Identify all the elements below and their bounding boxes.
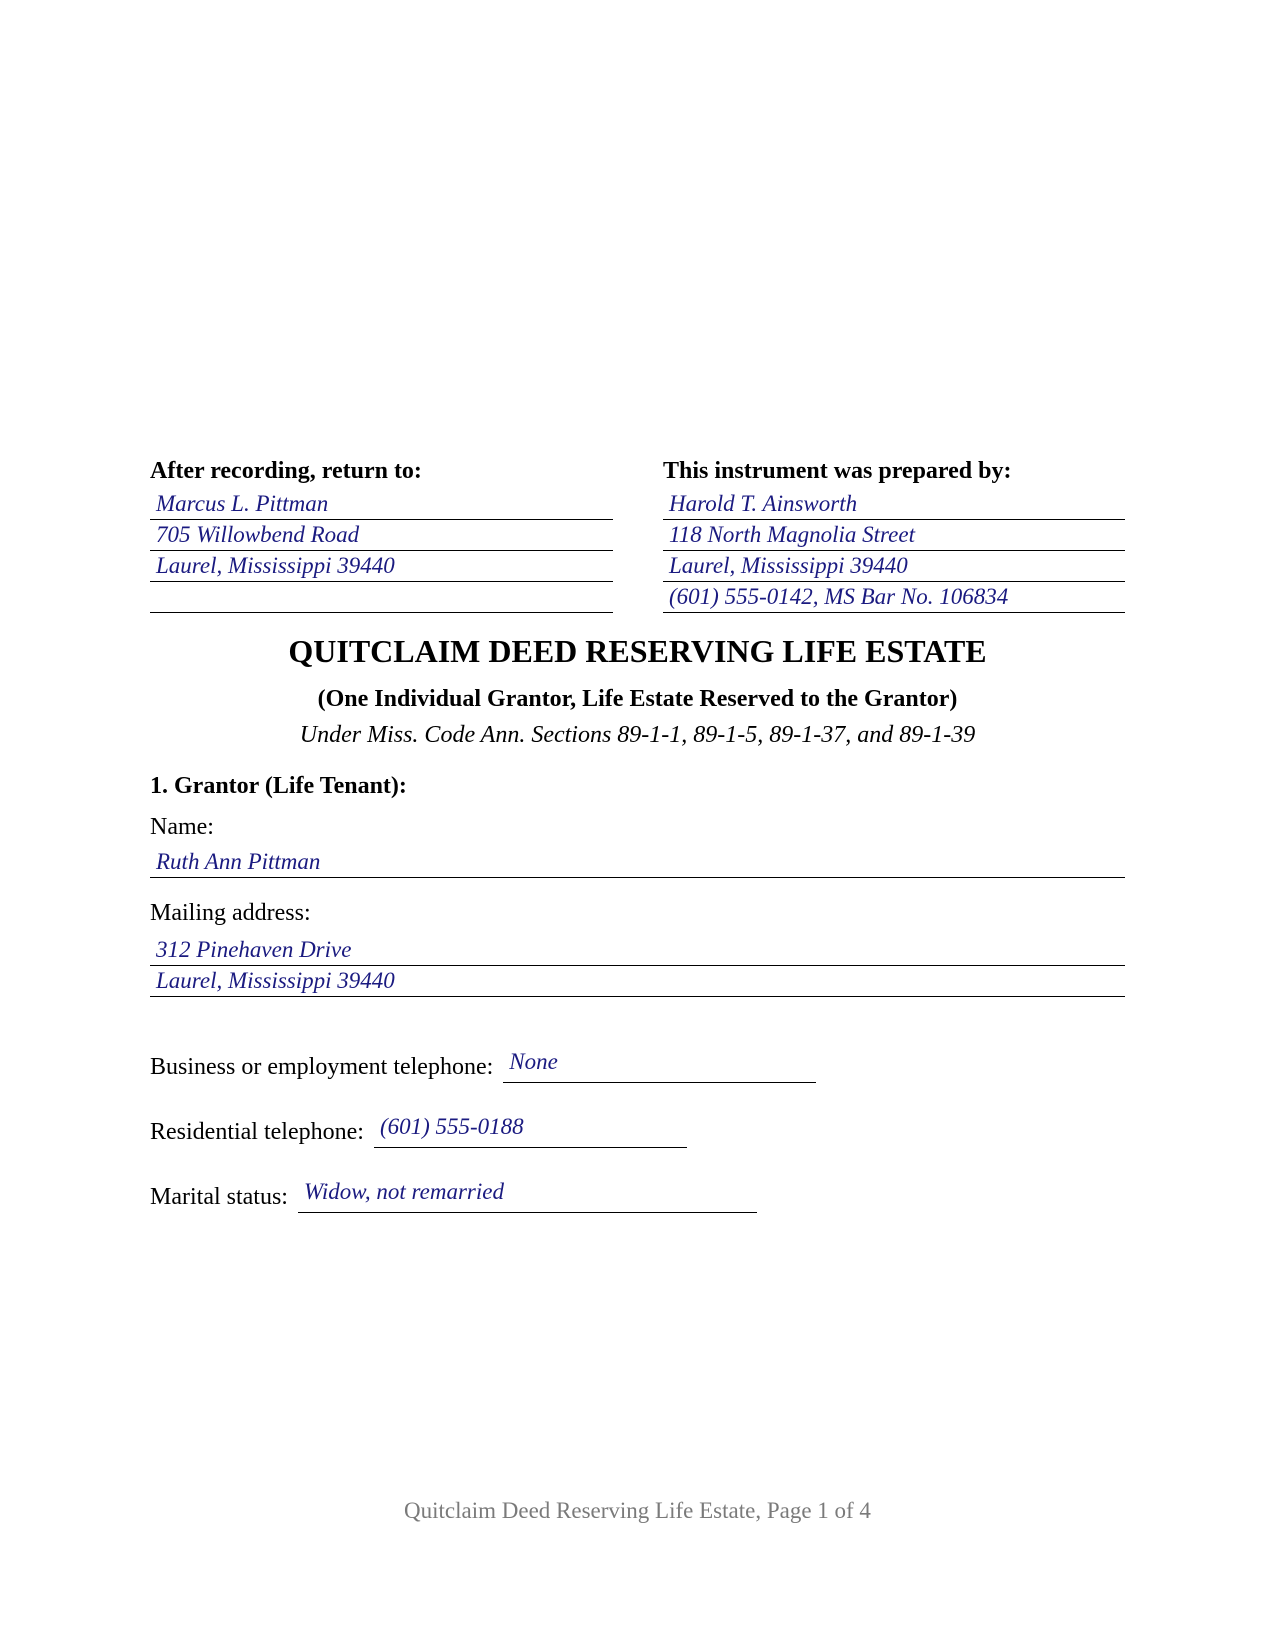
return-to-line-3: Laurel, Mississippi 39440 <box>150 551 613 582</box>
return-to-line-2: 705 Willowbend Road <box>150 520 613 551</box>
business-phone-field: None <box>503 1045 816 1083</box>
business-phone-row <box>150 1045 816 1083</box>
return-to-block <box>150 455 613 613</box>
prepared-by-line-4: (601) 555-0142, MS Bar No. 106834 <box>663 582 1125 613</box>
mailing-address-label: Mailing address: <box>150 900 311 926</box>
document-title: QUITCLAIM DEED RESERVING LIFE ESTATE <box>288 633 987 669</box>
marital-status-row <box>150 1175 757 1213</box>
residential-phone-label: Residential telephone: <box>150 1119 364 1145</box>
mailing-address-line-1: 312 Pinehaven Drive <box>150 935 1125 966</box>
business-phone-label: Business or employment telephone: <box>150 1054 494 1080</box>
return-to-line-1: Marcus L. Pittman <box>150 489 613 520</box>
mailing-address-line-2: Laurel, Mississippi 39440 <box>150 966 1125 997</box>
return-to-line-4 <box>150 582 613 613</box>
prepared-by-line-1: Harold T. Ainsworth <box>663 489 1125 520</box>
residential-phone-row <box>150 1110 687 1148</box>
prepared-by-block <box>663 455 1125 613</box>
name-label: Name: <box>150 814 214 840</box>
marital-status-field: Widow, not remarried <box>298 1175 757 1213</box>
statute-reference: Under Miss. Code Ann. Sections 89-1-1, 89-1-5, 89-1-37, and 89-1-39 <box>299 722 976 748</box>
prepared-by-line-2: 118 North Magnolia Street <box>663 520 1125 551</box>
prepared-by-label: This instrument was prepared by: <box>663 458 1012 484</box>
grantor-heading: 1. Grantor (Life Tenant): <box>150 773 407 799</box>
marital-status-label: Marital status: <box>150 1184 288 1210</box>
residential-phone-field: (601) 555-0188 <box>374 1110 687 1148</box>
page-footer: Quitclaim Deed Reserving Life Estate, Page 1 of 4 <box>404 1498 871 1523</box>
document-subtitle: (One Individual Grantor, Life Estate Reserved to the Grantor) <box>317 686 958 712</box>
return-to-label: After recording, return to: <box>150 458 422 484</box>
grantor-name-field: Ruth Ann Pittman <box>150 847 1125 878</box>
prepared-by-line-3: Laurel, Mississippi 39440 <box>663 551 1125 582</box>
